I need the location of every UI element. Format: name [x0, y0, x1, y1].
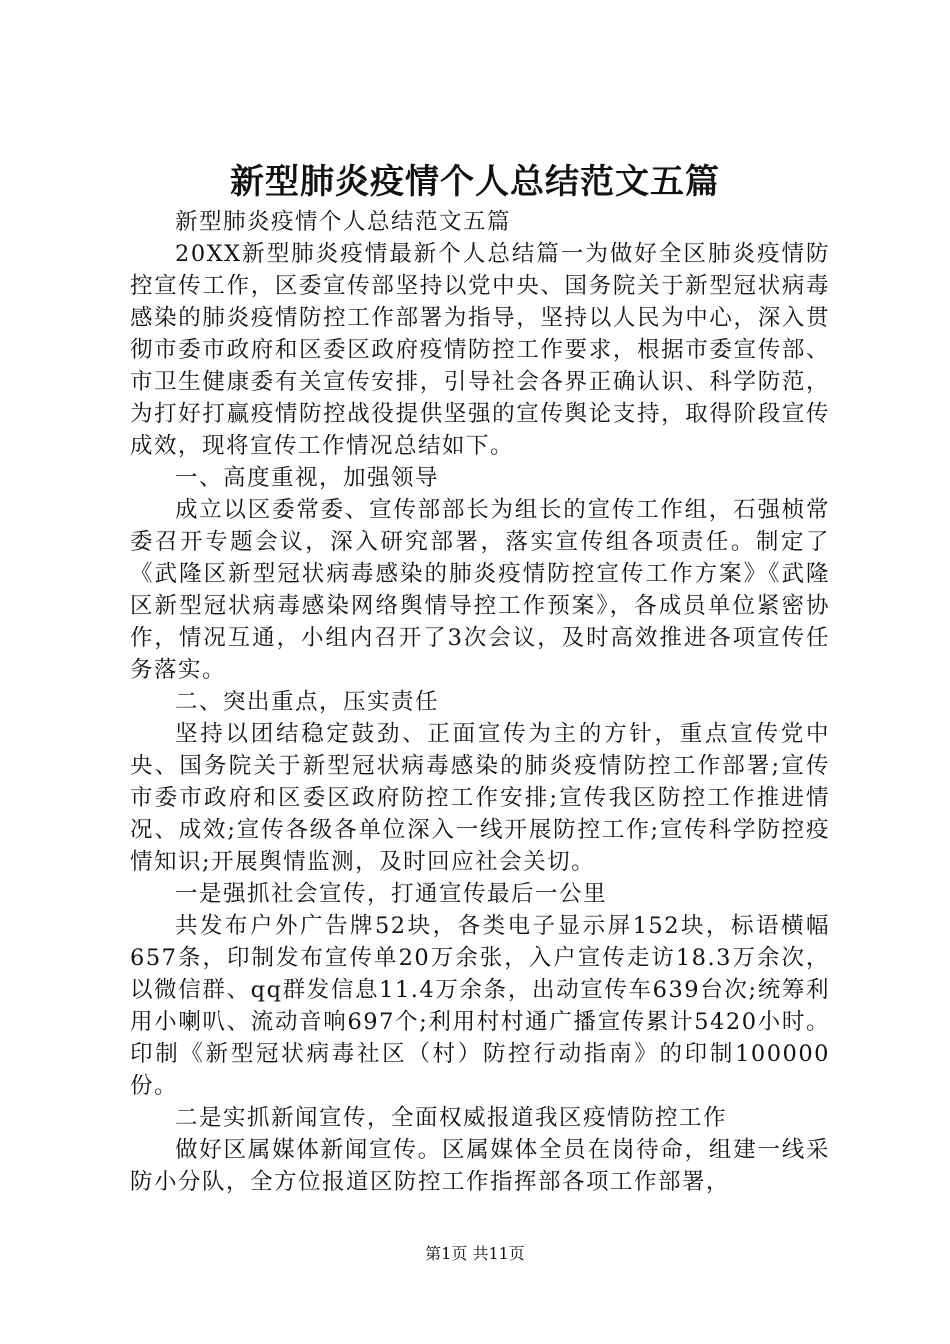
section-heading: 二、突出重点，压实责任	[175, 689, 440, 715]
document-body	[130, 206, 830, 1198]
section-heading: 一、高度重视，加强领导	[175, 465, 440, 491]
paragraph: 新型肺炎疫情个人总结范文五篇	[175, 209, 512, 235]
paragraph: 20XX新型肺炎疫情最新个人总结篇一为做好全区肺炎疫情防控宣传工作，区委宣传部坚持以党中央、国务院关于新型冠状病毒感染的肺炎疫情防控工作部署为指导，坚持以人民为中心，深入贯彻市委市政府和区委区政府疫情防控工作要求，根据市委宣传部、市卫生健康委有关宣传安排，引导社会各界正确认识、科学防范，为打好打赢疫情防控战役提供坚强的宣传舆论支持，取得阶段宣传成效，现将宣传工作情况总结如下。	[130, 241, 830, 459]
document-title: 新型肺炎疫情个人总结范文五篇	[230, 162, 720, 202]
paragraph: 坚持以团结稳定鼓劲、正面宣传为主的方针，重点宣传党中央、国务院关于新型冠状病毒感染的肺炎疫情防控工作部署;宣传市委市政府和区委区政府防控工作安排;宣传我区防控工作推进情况、成效;宣传各级各单位深入一线开展防控工作;宣传科学防控疫情知识;开展舆情监测，及时回应社会关切。	[130, 721, 830, 875]
page-number: 第1页 共11页	[425, 1244, 525, 1263]
subsection-heading: 一是强抓社会宣传，打通宣传最后一公里	[175, 881, 608, 907]
paragraph: 做好区属媒体新闻宣传。区属媒体全员在岗待命，组建一线采防小分队，全方位报道区防控工作指挥部各项工作部署，	[130, 1137, 830, 1195]
paragraph: 共发布户外广告牌52块，各类电子显示屏152块，标语横幅657条，印制发布宣传单20万余张，入户宣传走访18.3万余次，以微信群、qq群发信息11.4万余条，出动宣传车639台次;统筹利用小喇叭、流动音响697个;利用村村通广播宣传累计5420小时。印制《新型冠状病毒社区（村）防控行动指南》的印制100000份。	[130, 913, 830, 1099]
paragraph: 成立以区委常委、宣传部部长为组长的宣传工作组，石强桢常委召开专题会议，深入研究部署，落实宣传组各项责任。制定了《武隆区新型冠状病毒感染的肺炎疫情防控宣传工作方案》《武隆区新型冠状病毒感染网络舆情导控工作预案》，各成员单位紧密协作，情况互通，小组内召开了3次会议，及时高效推进各项宣传任务落实。	[130, 497, 830, 683]
subsection-heading: 二是实抓新闻宣传，全面权威报道我区疫情防控工作	[175, 1105, 728, 1131]
